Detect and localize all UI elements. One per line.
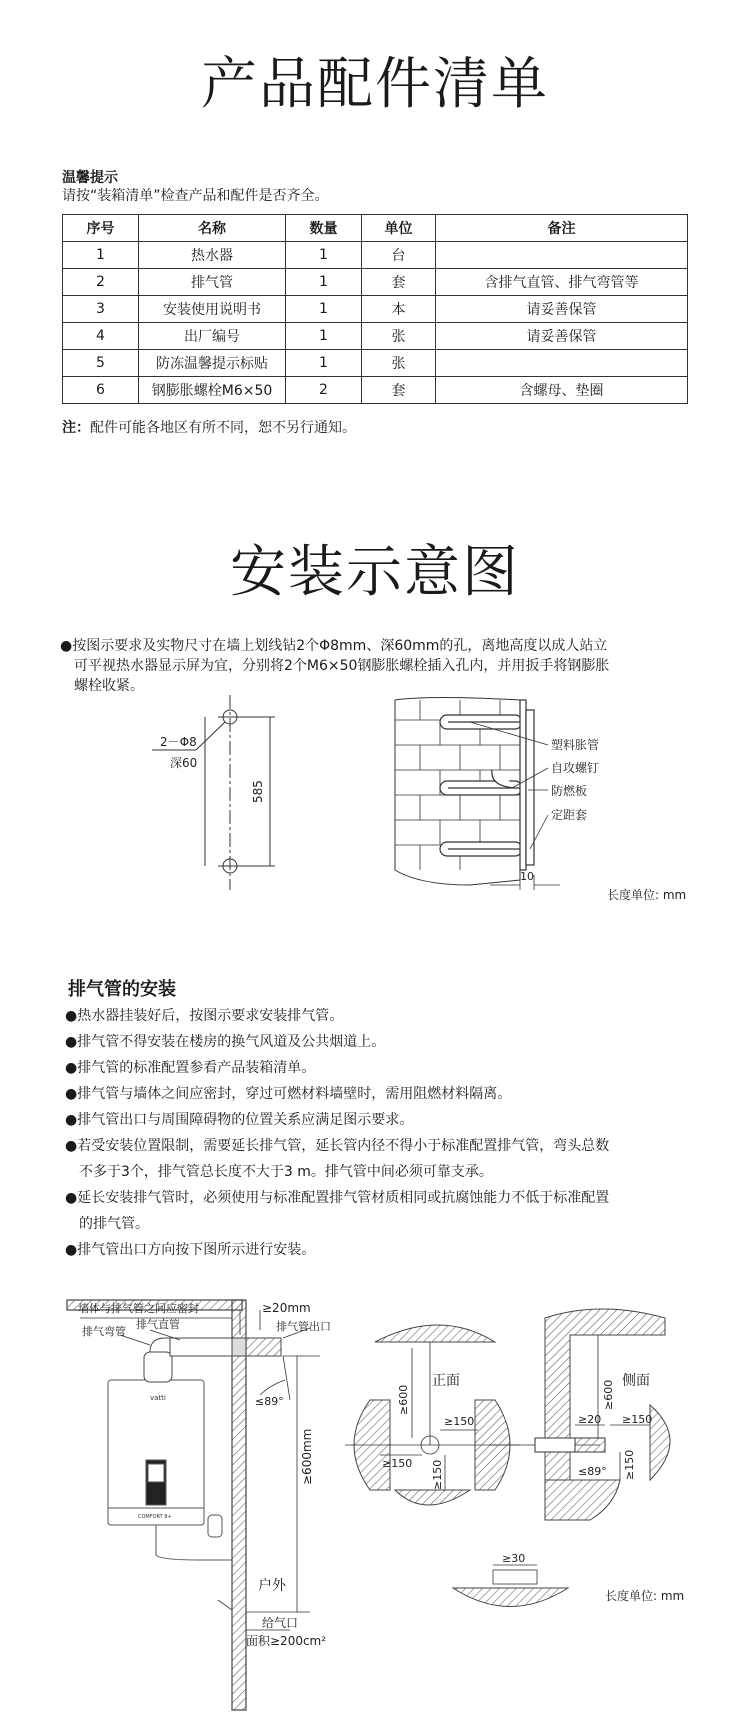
table-cell: 1	[286, 350, 362, 377]
pipe-outlet-label: 排气管出口	[276, 1320, 331, 1333]
table-cell: 出厂编号	[139, 323, 286, 350]
exhaust-instruction-line: ●排气管出口方向按下图所示进行安装。	[65, 1242, 316, 1258]
side-clearance-bottom: ≥150	[623, 1449, 636, 1480]
table-cell: 安装使用说明书	[139, 296, 286, 323]
slope-angle-label: ≤89°	[255, 1395, 284, 1408]
header-cell: 备注	[436, 215, 688, 242]
side-clearance-top: ≥600	[602, 1379, 615, 1410]
part-label-spacer: 定距套	[551, 808, 588, 822]
exhaust-section-heading: 排气管的安装	[68, 979, 176, 1000]
side-clearance-right: ≥150	[622, 1413, 653, 1426]
front-view-label: 正面	[432, 1373, 460, 1389]
table-row	[63, 323, 688, 350]
table-cell: 钢膨胀螺栓M6×50	[139, 377, 286, 404]
table-cell: 1	[286, 269, 362, 296]
hole-spacing-label: 585	[251, 780, 265, 803]
install-diagram-title: 安装示意图	[230, 540, 520, 605]
table-row	[63, 242, 688, 269]
table-cell: 含排气直管、排气弯管等	[436, 269, 688, 296]
table-cell: 2	[286, 377, 362, 404]
table-row	[63, 377, 688, 404]
exhaust-instruction-line: ●延长安装排气管时，必须使用与标准配置排气管材质相同或抗腐蚀能力不低于标准配置	[65, 1190, 610, 1206]
seal-note: 墙体与排气管之间应密封	[78, 1302, 199, 1315]
table-cell	[436, 242, 688, 269]
side-gap-label: ≥20	[578, 1413, 602, 1426]
part-label-plastic-sleeve: 塑料胀管	[551, 738, 600, 752]
unit-label: 长度单位: mm	[607, 888, 687, 902]
table-row	[63, 350, 688, 377]
table-cell: 排气管	[139, 269, 286, 296]
part-label-fireproof-plate: 防燃板	[551, 784, 588, 798]
exhaust-instruction-line: ●排气管不得安装在楼房的换气风道及公共烟道上。	[65, 1034, 386, 1050]
wall-drilling-diagram	[0, 690, 750, 910]
heater-model: COMFORT 8+	[138, 1514, 172, 1520]
water-heater	[108, 1380, 232, 1610]
table-cell	[436, 350, 688, 377]
exhaust-instruction-line: ●若受安装位置限制，需要延长排气管，延长管内径不得小于标准配置排气管，弯头总数	[65, 1138, 610, 1154]
table-row	[63, 296, 688, 323]
install-instruction-line: ●按图示要求及实物尺寸在墙上划线钻2个Φ8mm、深60mm的孔，离地高度以成人站立	[60, 638, 608, 654]
bottom-obstacle	[453, 1588, 568, 1607]
exhaust-instruction-line: ●排气管与墙体之间应密封，穿过可燃材料墙壁时，需用阻燃材料隔离。	[65, 1086, 512, 1102]
install-instruction-line: 可平视热水器显示屏为宜，分别将2个M6×50钢膨胀螺栓插入孔内，并用扳手将钢膨胀	[74, 658, 610, 674]
table-cell: 本	[362, 296, 436, 323]
gap-label: 10	[520, 870, 534, 883]
table-cell: 套	[362, 377, 436, 404]
header-cell: 数量	[286, 215, 362, 242]
tip-heading: 温馨提示	[62, 170, 118, 186]
table-cell: 1	[286, 242, 362, 269]
table-cell: 5	[63, 350, 139, 377]
exhaust-install-diagram	[0, 1290, 750, 1730]
table-cell: 6	[63, 377, 139, 404]
exhaust-instruction-line: 的排气管。	[79, 1216, 149, 1232]
table-cell: 请妥善保管	[436, 296, 688, 323]
front-clearance-left: ≥150	[382, 1457, 413, 1470]
tip-text: 请按“装箱清单”检查产品和配件是否齐全。	[62, 188, 329, 204]
hole-size-label: 2－Φ8	[160, 735, 197, 749]
part-label-screw: 自攻螺钉	[551, 761, 600, 775]
table-cell: 3	[63, 296, 139, 323]
bottom-clearance: ≥30	[502, 1552, 526, 1565]
side-angle-label: ≤89°	[578, 1465, 607, 1478]
exhaust-pipes	[144, 1338, 281, 1382]
table-cell: 1	[286, 323, 362, 350]
min-height-label: ≥600mm	[300, 1428, 314, 1485]
inlet-area-label: 面积≥200cm²	[246, 1634, 327, 1648]
exhaust-instruction-line: ●热水器挂装好后，按图示要求安装排气管。	[65, 1008, 344, 1024]
hole-depth-label: 深60	[170, 756, 198, 770]
header-cell: 单位	[362, 215, 436, 242]
parts-table	[62, 214, 688, 404]
air-inlet-label: 给气口	[262, 1616, 299, 1630]
table-cell: 防冻温馨提示标贴	[139, 350, 286, 377]
table-cell: 台	[362, 242, 436, 269]
exhaust-instruction-line: ●排气管的标准配置参看产品装箱清单。	[65, 1060, 316, 1076]
table-cell: 套	[362, 269, 436, 296]
table-cell: 2	[63, 269, 139, 296]
table-cell: 含螺母、垫圈	[436, 377, 688, 404]
table-row	[63, 269, 688, 296]
table-cell: 张	[362, 350, 436, 377]
install-instruction-line: 螺栓收紧。	[74, 678, 144, 694]
table-cell: 张	[362, 323, 436, 350]
exhaust-instruction-line: 不多于3个，排气管总长度不大于3 m。排气管中间必须可靠支承。	[79, 1164, 493, 1180]
table-header-row	[63, 215, 688, 242]
table-cell: 1	[63, 242, 139, 269]
exhaust-unit-label: 长度单位: mm	[605, 1589, 685, 1603]
table-cell: 1	[286, 296, 362, 323]
header-cell: 名称	[139, 215, 286, 242]
header-cell: 序号	[63, 215, 139, 242]
parts-list-title: 产品配件清单	[201, 52, 549, 117]
outdoor-label: 户外	[258, 1578, 286, 1594]
elbow-pipe-label: 排气弯管	[82, 1325, 126, 1338]
exhaust-instruction-line: ●排气管出口与周围障碍物的位置关系应满足图示要求。	[65, 1112, 414, 1128]
table-cell: 4	[63, 323, 139, 350]
min-distance-label: ≥20mm	[262, 1301, 311, 1315]
straight-pipe-label: 排气直管	[136, 1318, 180, 1331]
side-view-label: 侧面	[622, 1373, 650, 1389]
anchors	[440, 700, 534, 870]
footnote: 注：配件可能各地区有所不同，恕不另行通知。	[62, 420, 356, 436]
heater-brand: vatti	[150, 1394, 166, 1402]
table-cell: 热水器	[139, 242, 286, 269]
front-clearance-bottom: ≥150	[431, 1459, 444, 1490]
table-cell: 请妥善保管	[436, 323, 688, 350]
front-clearance-right: ≥150	[444, 1415, 475, 1428]
front-clearance-top: ≥600	[397, 1384, 410, 1415]
